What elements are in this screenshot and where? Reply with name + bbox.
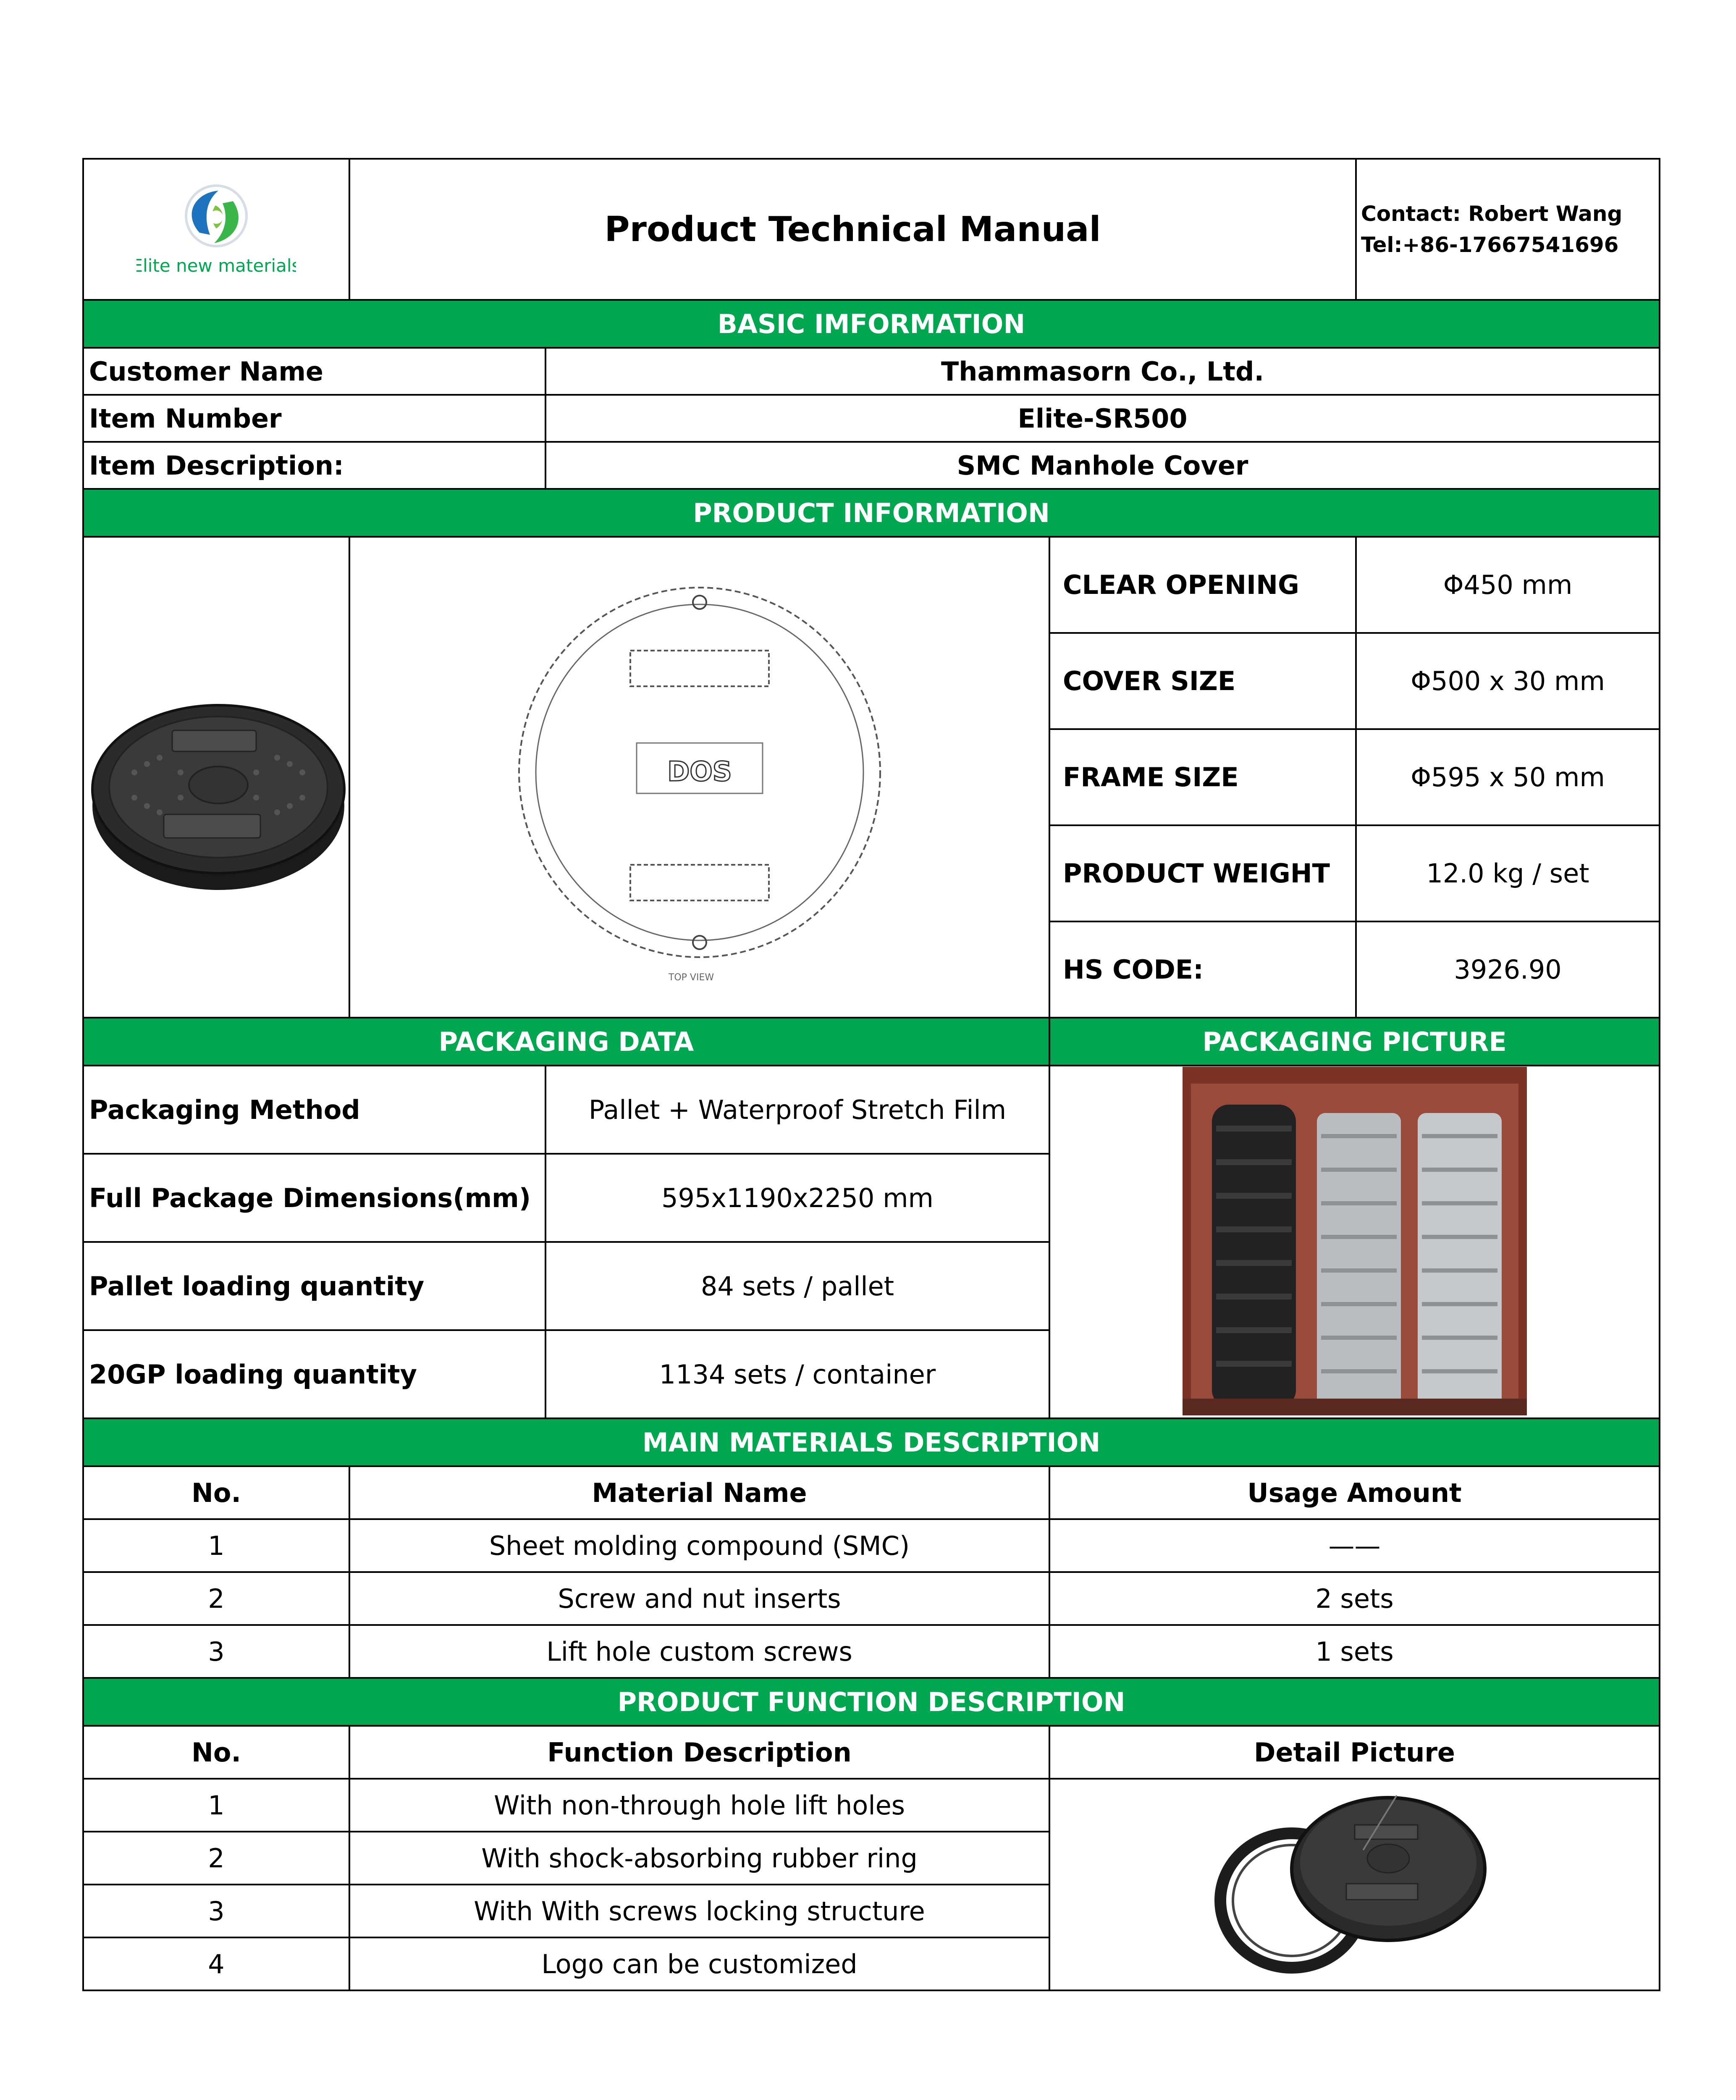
- item-description-label: Item Description:: [83, 442, 545, 489]
- spec-value-clear-opening: Φ450 mm: [1356, 537, 1660, 633]
- basic-row: [83, 395, 1660, 442]
- spec-label-hs-code: HS CODE:: [1049, 921, 1356, 1018]
- function-desc: With shock-absorbing rubber ring: [349, 1832, 1049, 1885]
- packaging-method-label: Packaging Method: [83, 1066, 545, 1154]
- detail-photo: [1204, 1787, 1506, 1980]
- materials-section-title: MAIN MATERIALS DESCRIPTION: [83, 1418, 1660, 1466]
- basic-row: [83, 442, 1660, 489]
- spec-value-frame-size: Φ595 x 50 mm: [1356, 729, 1660, 825]
- functions-section-title: PRODUCT FUNCTION DESCRIPTION: [83, 1678, 1660, 1726]
- customer-name-value: Thammasorn Co., Ltd.: [545, 348, 1660, 395]
- contact-tel: Tel:+86-17667541696: [1361, 233, 1619, 257]
- detail-picture-cell: [1049, 1779, 1660, 1990]
- functions-picture-header: Detail Picture: [1049, 1726, 1660, 1779]
- material-name: Sheet molding compound (SMC): [349, 1519, 1049, 1572]
- materials-row: [83, 1572, 1660, 1625]
- material-amount: ——: [1049, 1519, 1660, 1572]
- basic-section-title: BASIC IMFORMATION: [83, 300, 1660, 348]
- materials-row: [83, 1625, 1660, 1678]
- function-desc: With With screws locking structure: [349, 1885, 1049, 1937]
- material-name: Lift hole custom screws: [349, 1625, 1049, 1678]
- manual-table: [82, 158, 1660, 1991]
- material-no: 3: [83, 1625, 349, 1678]
- spec-row: [83, 537, 1660, 633]
- material-name: Screw and nut inserts: [349, 1572, 1049, 1625]
- material-amount: 1 sets: [1049, 1625, 1660, 1678]
- packaging-section-title: PACKAGING DATA: [83, 1018, 1049, 1066]
- company-logo: [136, 176, 296, 281]
- function-no: 3: [83, 1885, 349, 1937]
- top-view-drawing: [452, 546, 947, 1008]
- product-photo-cell: [83, 537, 349, 1018]
- materials-section-header: [83, 1418, 1660, 1466]
- logo-text: Elite new materials: [136, 255, 296, 276]
- container-photo: [1183, 1067, 1527, 1415]
- item-number-label: Item Number: [83, 395, 545, 442]
- functions-header-row: [83, 1726, 1660, 1779]
- function-no: 4: [83, 1937, 349, 1990]
- materials-no-header: No.: [83, 1466, 349, 1519]
- container-quantity-label: 20GP loading quantity: [83, 1330, 545, 1418]
- function-row: [83, 1779, 1660, 1832]
- packaging-method-value: Pallet + Waterproof Stretch Film: [545, 1066, 1049, 1154]
- container-quantity-value: 1134 sets / container: [545, 1330, 1049, 1418]
- spec-label-product-weight: PRODUCT WEIGHT: [1049, 825, 1356, 921]
- material-amount: 2 sets: [1049, 1572, 1660, 1625]
- product-section-header: [83, 489, 1660, 537]
- material-no: 1: [83, 1519, 349, 1572]
- spec-label-frame-size: FRAME SIZE: [1049, 729, 1356, 825]
- materials-header-row: [83, 1466, 1660, 1519]
- spec-label-cover-size: COVER SIZE: [1049, 633, 1356, 729]
- function-no: 2: [83, 1832, 349, 1885]
- pallet-quantity-label: Pallet loading quantity: [83, 1242, 545, 1330]
- materials-name-header: Material Name: [349, 1466, 1049, 1519]
- product-section-title: PRODUCT INFORMATION: [83, 489, 1660, 537]
- packaging-photo-cell: [1049, 1066, 1660, 1418]
- spec-value-product-weight: 12.0 kg / set: [1356, 825, 1660, 921]
- spec-value-cover-size: Φ500 x 30 mm: [1356, 633, 1660, 729]
- package-dimensions-value: 595x1190x2250 mm: [545, 1154, 1049, 1242]
- function-no: 1: [83, 1779, 349, 1832]
- basic-section-header: [83, 300, 1660, 348]
- contact-block: [1356, 159, 1660, 300]
- drawing-caption: TOP VIEW: [668, 972, 714, 983]
- item-description-value: SMC Manhole Cover: [545, 442, 1660, 489]
- packaging-row: [83, 1066, 1660, 1154]
- contact-name: Contact: Robert Wang: [1361, 202, 1623, 226]
- item-number-value: Elite-SR500: [545, 395, 1660, 442]
- functions-no-header: No.: [83, 1726, 349, 1779]
- packaging-picture-title: PACKAGING PICTURE: [1049, 1018, 1660, 1066]
- materials-row: [83, 1519, 1660, 1572]
- spec-label-clear-opening: CLEAR OPENING: [1049, 537, 1356, 633]
- functions-section-header: [83, 1678, 1660, 1726]
- customer-name-label: Customer Name: [83, 348, 545, 395]
- technical-manual-sheet: [82, 158, 1659, 1991]
- package-dimensions-label: Full Package Dimensions(mm): [83, 1154, 545, 1242]
- function-desc: With non-through hole lift holes: [349, 1779, 1049, 1832]
- functions-desc-header: Function Description: [349, 1726, 1049, 1779]
- material-no: 2: [83, 1572, 349, 1625]
- materials-amount-header: Usage Amount: [1049, 1466, 1660, 1519]
- basic-row: [83, 348, 1660, 395]
- pallet-quantity-value: 84 sets / pallet: [545, 1242, 1049, 1330]
- header-row: [83, 159, 1660, 300]
- product-drawing-cell: [349, 537, 1049, 1018]
- drawing-stamp: DOS: [667, 756, 732, 788]
- function-desc: Logo can be customized: [349, 1937, 1049, 1990]
- packaging-section-header: [83, 1018, 1660, 1066]
- spec-value-hs-code: 3926.90: [1356, 921, 1660, 1018]
- page-title: Product Technical Manual: [349, 159, 1356, 300]
- logo-cell: [83, 159, 349, 300]
- manhole-cover-photo: [84, 546, 349, 1008]
